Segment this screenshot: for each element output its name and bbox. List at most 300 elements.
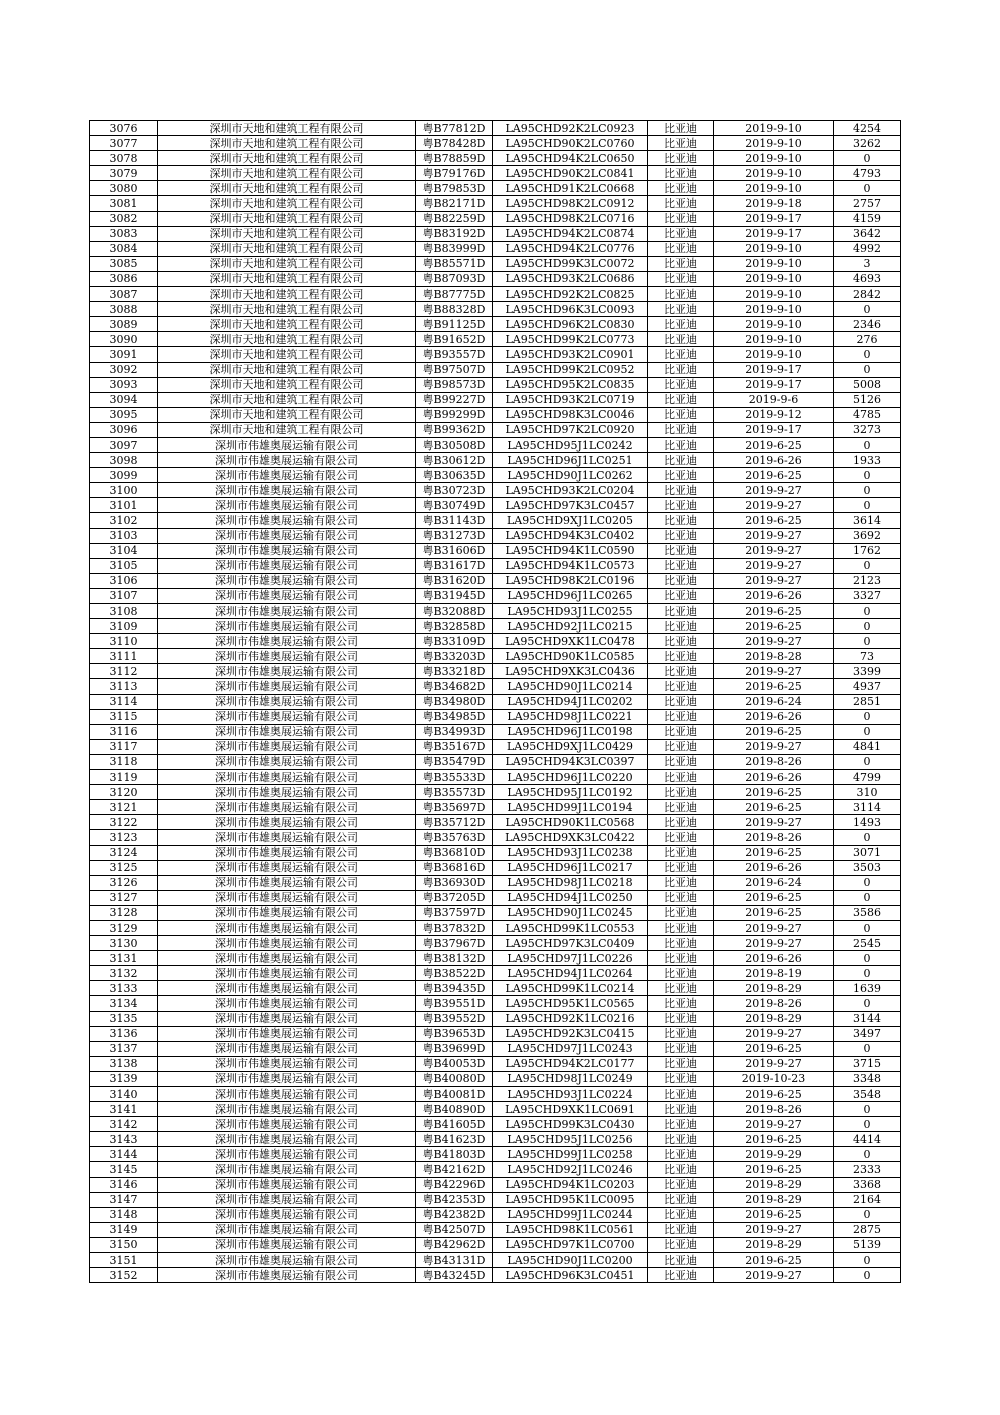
value-cell: 0 — [834, 468, 901, 483]
table-row — [90, 211, 901, 226]
date-cell: 2019-8-28 — [714, 649, 834, 664]
table-row — [90, 981, 901, 996]
date-cell: 2019-6-25 — [714, 619, 834, 634]
row-number-cell: 3130 — [90, 936, 158, 951]
plate-cell: 粤B93557D — [416, 347, 493, 362]
value-cell: 2875 — [834, 1222, 901, 1237]
vin-cell: LA95CHD9XK3LC0436 — [493, 664, 648, 679]
company-cell: 深圳市伟雄奥展运输有限公司 — [158, 664, 416, 679]
row-number-cell: 3116 — [90, 724, 158, 739]
date-cell: 2019-8-26 — [714, 754, 834, 769]
table-row — [90, 422, 901, 437]
plate-cell: 粤B37205D — [416, 890, 493, 905]
plate-cell: 粤B41803D — [416, 1147, 493, 1162]
date-cell: 2019-9-18 — [714, 196, 834, 211]
brand-cell: 比亚迪 — [648, 845, 714, 860]
brand-cell: 比亚迪 — [648, 407, 714, 422]
vin-cell: LA95CHD96K2LC0830 — [493, 317, 648, 332]
date-cell: 2019-9-27 — [714, 664, 834, 679]
plate-cell: 粤B40053D — [416, 1056, 493, 1071]
plate-cell: 粤B38522D — [416, 966, 493, 981]
value-cell: 3 — [834, 256, 901, 271]
value-cell: 0 — [834, 498, 901, 513]
row-number-cell: 3104 — [90, 543, 158, 558]
plate-cell: 粤B37832D — [416, 920, 493, 935]
table-row — [90, 302, 901, 317]
company-cell: 深圳市天地和建筑工程有限公司 — [158, 407, 416, 422]
plate-cell: 粤B98573D — [416, 377, 493, 392]
company-cell: 深圳市伟雄奥展运输有限公司 — [158, 1132, 416, 1147]
table-row — [90, 860, 901, 875]
vin-cell: LA95CHD93K2LC0901 — [493, 347, 648, 362]
plate-cell: 粤B35573D — [416, 785, 493, 800]
table-row — [90, 437, 901, 452]
date-cell: 2019-6-25 — [714, 1041, 834, 1056]
vin-cell: LA95CHD99K1LC0553 — [493, 920, 648, 935]
vin-cell: LA95CHD96J1LC0265 — [493, 588, 648, 603]
row-number-cell: 3085 — [90, 256, 158, 271]
vin-cell: LA95CHD99J1LC0194 — [493, 800, 648, 815]
row-number-cell: 3080 — [90, 181, 158, 196]
value-cell: 3642 — [834, 226, 901, 241]
value-cell: 3327 — [834, 588, 901, 603]
date-cell: 2019-9-27 — [714, 528, 834, 543]
date-cell: 2019-9-27 — [714, 483, 834, 498]
value-cell: 0 — [834, 754, 901, 769]
table-row — [90, 770, 901, 785]
vin-cell: LA95CHD96J1LC0217 — [493, 860, 648, 875]
value-cell: 0 — [834, 302, 901, 317]
vin-cell: LA95CHD95J1LC0192 — [493, 785, 648, 800]
value-cell: 3715 — [834, 1056, 901, 1071]
brand-cell: 比亚迪 — [648, 724, 714, 739]
brand-cell: 比亚迪 — [648, 604, 714, 619]
plate-cell: 粤B39552D — [416, 1011, 493, 1026]
vin-cell: LA95CHD93J1LC0255 — [493, 604, 648, 619]
company-cell: 深圳市伟雄奥展运输有限公司 — [158, 437, 416, 452]
plate-cell: 粤B39653D — [416, 1026, 493, 1041]
value-cell: 0 — [834, 483, 901, 498]
plate-cell: 粤B39435D — [416, 981, 493, 996]
plate-cell: 粤B82171D — [416, 196, 493, 211]
table-row — [90, 1147, 901, 1162]
date-cell: 2019-9-6 — [714, 392, 834, 407]
brand-cell: 比亚迪 — [648, 1102, 714, 1117]
plate-cell: 粤B39551D — [416, 996, 493, 1011]
table-row — [90, 528, 901, 543]
date-cell: 2019-9-27 — [714, 634, 834, 649]
company-cell: 深圳市伟雄奥展运输有限公司 — [158, 1237, 416, 1252]
brand-cell: 比亚迪 — [648, 181, 714, 196]
table-row — [90, 679, 901, 694]
value-cell: 1493 — [834, 815, 901, 830]
vin-cell: LA95CHD94K1LC0573 — [493, 558, 648, 573]
value-cell: 3273 — [834, 422, 901, 437]
brand-cell: 比亚迪 — [648, 151, 714, 166]
company-cell: 深圳市伟雄奥展运输有限公司 — [158, 1056, 416, 1071]
row-number-cell: 3148 — [90, 1207, 158, 1222]
brand-cell: 比亚迪 — [648, 1237, 714, 1252]
plate-cell: 粤B38132D — [416, 951, 493, 966]
brand-cell: 比亚迪 — [648, 619, 714, 634]
company-cell: 深圳市伟雄奥展运输有限公司 — [158, 860, 416, 875]
brand-cell: 比亚迪 — [648, 392, 714, 407]
brand-cell: 比亚迪 — [648, 875, 714, 890]
vin-cell: LA95CHD98J1LC0221 — [493, 709, 648, 724]
plate-cell: 粤B78859D — [416, 151, 493, 166]
vin-cell: LA95CHD97J1LC0243 — [493, 1041, 648, 1056]
vin-cell: LA95CHD94K1LC0203 — [493, 1177, 648, 1192]
date-cell: 2019-9-10 — [714, 181, 834, 196]
brand-cell: 比亚迪 — [648, 483, 714, 498]
company-cell: 深圳市伟雄奥展运输有限公司 — [158, 498, 416, 513]
brand-cell: 比亚迪 — [648, 558, 714, 573]
brand-cell: 比亚迪 — [648, 302, 714, 317]
brand-cell: 比亚迪 — [648, 377, 714, 392]
row-number-cell: 3091 — [90, 347, 158, 362]
table-row — [90, 166, 901, 181]
plate-cell: 粤B99227D — [416, 392, 493, 407]
date-cell: 2019-6-26 — [714, 770, 834, 785]
date-cell: 2019-9-12 — [714, 407, 834, 422]
vin-cell: LA95CHD96J1LC0251 — [493, 453, 648, 468]
row-number-cell: 3101 — [90, 498, 158, 513]
date-cell: 2019-9-10 — [714, 151, 834, 166]
vin-cell: LA95CHD99J1LC0244 — [493, 1207, 648, 1222]
date-cell: 2019-6-25 — [714, 468, 834, 483]
company-cell: 深圳市天地和建筑工程有限公司 — [158, 422, 416, 437]
row-number-cell: 3145 — [90, 1162, 158, 1177]
brand-cell: 比亚迪 — [648, 996, 714, 1011]
row-number-cell: 3139 — [90, 1071, 158, 1086]
date-cell: 2019-6-26 — [714, 709, 834, 724]
company-cell: 深圳市伟雄奥展运输有限公司 — [158, 588, 416, 603]
plate-cell: 粤B42507D — [416, 1222, 493, 1237]
company-cell: 深圳市天地和建筑工程有限公司 — [158, 392, 416, 407]
company-cell: 深圳市伟雄奥展运输有限公司 — [158, 528, 416, 543]
value-cell: 2346 — [834, 317, 901, 332]
row-number-cell: 3093 — [90, 377, 158, 392]
brand-cell: 比亚迪 — [648, 1087, 714, 1102]
row-number-cell: 3077 — [90, 136, 158, 151]
table-row — [90, 815, 901, 830]
brand-cell: 比亚迪 — [648, 1026, 714, 1041]
plate-cell: 粤B30635D — [416, 468, 493, 483]
plate-cell: 粤B42382D — [416, 1207, 493, 1222]
row-number-cell: 3121 — [90, 800, 158, 815]
value-cell: 3071 — [834, 845, 901, 860]
row-number-cell: 3149 — [90, 1222, 158, 1237]
table-row — [90, 1192, 901, 1207]
date-cell: 2019-9-10 — [714, 317, 834, 332]
vin-cell: LA95CHD93J1LC0238 — [493, 845, 648, 860]
row-number-cell: 3106 — [90, 573, 158, 588]
table-row — [90, 498, 901, 513]
plate-cell: 粤B40890D — [416, 1102, 493, 1117]
company-cell: 深圳市伟雄奥展运输有限公司 — [158, 513, 416, 528]
row-number-cell: 3112 — [90, 664, 158, 679]
vin-cell: LA95CHD94J1LC0250 — [493, 890, 648, 905]
vin-cell: LA95CHD93K2LC0204 — [493, 483, 648, 498]
row-number-cell: 3079 — [90, 166, 158, 181]
plate-cell: 粤B31143D — [416, 513, 493, 528]
table-row — [90, 256, 901, 271]
table-row — [90, 604, 901, 619]
date-cell: 2019-9-27 — [714, 1117, 834, 1132]
date-cell: 2019-9-27 — [714, 1056, 834, 1071]
value-cell: 3497 — [834, 1026, 901, 1041]
vin-cell: LA95CHD96J1LC0220 — [493, 770, 648, 785]
value-cell: 2851 — [834, 694, 901, 709]
company-cell: 深圳市天地和建筑工程有限公司 — [158, 226, 416, 241]
plate-cell: 粤B78428D — [416, 136, 493, 151]
table-row — [90, 181, 901, 196]
value-cell: 0 — [834, 619, 901, 634]
plate-cell: 粤B31617D — [416, 558, 493, 573]
table-row — [90, 241, 901, 256]
date-cell: 2019-9-27 — [714, 543, 834, 558]
company-cell: 深圳市伟雄奥展运输有限公司 — [158, 1253, 416, 1268]
vin-cell: LA95CHD90K2LC0760 — [493, 136, 648, 151]
table-row — [90, 347, 901, 362]
plate-cell: 粤B42296D — [416, 1177, 493, 1192]
date-cell: 2019-9-27 — [714, 936, 834, 951]
value-cell: 1762 — [834, 543, 901, 558]
value-cell: 4254 — [834, 121, 901, 136]
brand-cell: 比亚迪 — [648, 634, 714, 649]
vin-cell: LA95CHD95K1LC0565 — [493, 996, 648, 1011]
date-cell: 2019-6-25 — [714, 679, 834, 694]
vin-cell: LA95CHD98K3LC0046 — [493, 407, 648, 422]
value-cell: 0 — [834, 1117, 901, 1132]
company-cell: 深圳市伟雄奥展运输有限公司 — [158, 1268, 416, 1283]
date-cell: 2019-6-26 — [714, 588, 834, 603]
company-cell: 深圳市天地和建筑工程有限公司 — [158, 181, 416, 196]
date-cell: 2019-9-17 — [714, 377, 834, 392]
company-cell: 深圳市伟雄奥展运输有限公司 — [158, 1222, 416, 1237]
brand-cell: 比亚迪 — [648, 785, 714, 800]
date-cell: 2019-9-27 — [714, 1026, 834, 1041]
vin-cell: LA95CHD92K2LC0825 — [493, 287, 648, 302]
plate-cell: 粤B82259D — [416, 211, 493, 226]
plate-cell: 粤B39699D — [416, 1041, 493, 1056]
brand-cell: 比亚迪 — [648, 1177, 714, 1192]
plate-cell: 粤B34985D — [416, 709, 493, 724]
row-number-cell: 3103 — [90, 528, 158, 543]
plate-cell: 粤B30508D — [416, 437, 493, 452]
value-cell: 4992 — [834, 241, 901, 256]
value-cell: 0 — [834, 951, 901, 966]
vin-cell: LA95CHD92K3LC0415 — [493, 1026, 648, 1041]
row-number-cell: 3096 — [90, 422, 158, 437]
plate-cell: 粤B41623D — [416, 1132, 493, 1147]
company-cell: 深圳市伟雄奥展运输有限公司 — [158, 709, 416, 724]
row-number-cell: 3099 — [90, 468, 158, 483]
plate-cell: 粤B79853D — [416, 181, 493, 196]
table-row — [90, 1071, 901, 1086]
row-number-cell: 3127 — [90, 890, 158, 905]
date-cell: 2019-9-27 — [714, 573, 834, 588]
brand-cell: 比亚迪 — [648, 679, 714, 694]
date-cell: 2019-8-29 — [714, 1237, 834, 1252]
value-cell: 0 — [834, 1268, 901, 1283]
brand-cell: 比亚迪 — [648, 1207, 714, 1222]
value-cell: 0 — [834, 604, 901, 619]
row-number-cell: 3100 — [90, 483, 158, 498]
plate-cell: 粤B41605D — [416, 1117, 493, 1132]
value-cell: 3262 — [834, 136, 901, 151]
plate-cell: 粤B37967D — [416, 936, 493, 951]
plate-cell: 粤B31620D — [416, 573, 493, 588]
company-cell: 深圳市伟雄奥展运输有限公司 — [158, 951, 416, 966]
vin-cell: LA95CHD93J1LC0224 — [493, 1087, 648, 1102]
value-cell: 0 — [834, 1102, 901, 1117]
company-cell: 深圳市伟雄奥展运输有限公司 — [158, 1162, 416, 1177]
date-cell: 2019-6-25 — [714, 724, 834, 739]
value-cell: 4799 — [834, 770, 901, 785]
value-cell: 276 — [834, 332, 901, 347]
date-cell: 2019-6-24 — [714, 694, 834, 709]
brand-cell: 比亚迪 — [648, 588, 714, 603]
table-row — [90, 1237, 901, 1252]
table-row — [90, 226, 901, 241]
vin-cell: LA95CHD94J1LC0264 — [493, 966, 648, 981]
plate-cell: 粤B31606D — [416, 543, 493, 558]
table-row — [90, 1207, 901, 1222]
value-cell: 4937 — [834, 679, 901, 694]
vin-cell: LA95CHD90J1LC0200 — [493, 1253, 648, 1268]
company-cell: 深圳市伟雄奥展运输有限公司 — [158, 800, 416, 815]
row-number-cell: 3115 — [90, 709, 158, 724]
value-cell: 2123 — [834, 573, 901, 588]
value-cell: 1639 — [834, 981, 901, 996]
date-cell: 2019-6-25 — [714, 800, 834, 815]
row-number-cell: 3150 — [90, 1237, 158, 1252]
row-number-cell: 3087 — [90, 287, 158, 302]
plate-cell: 粤B40081D — [416, 1087, 493, 1102]
value-cell: 0 — [834, 347, 901, 362]
plate-cell: 粤B99299D — [416, 407, 493, 422]
table-row — [90, 483, 901, 498]
row-number-cell: 3151 — [90, 1253, 158, 1268]
table-row — [90, 951, 901, 966]
value-cell: 0 — [834, 151, 901, 166]
date-cell: 2019-6-25 — [714, 890, 834, 905]
value-cell: 0 — [834, 362, 901, 377]
company-cell: 深圳市天地和建筑工程有限公司 — [158, 347, 416, 362]
plate-cell: 粤B34993D — [416, 724, 493, 739]
plate-cell: 粤B43245D — [416, 1268, 493, 1283]
table-row — [90, 468, 901, 483]
value-cell: 0 — [834, 966, 901, 981]
table-row — [90, 754, 901, 769]
vin-cell: LA95CHD92K1LC0216 — [493, 1011, 648, 1026]
table-row — [90, 377, 901, 392]
company-cell: 深圳市天地和建筑工程有限公司 — [158, 211, 416, 226]
date-cell: 2019-9-10 — [714, 256, 834, 271]
vin-cell: LA95CHD98J1LC0218 — [493, 875, 648, 890]
brand-cell: 比亚迪 — [648, 513, 714, 528]
company-cell: 深圳市伟雄奥展运输有限公司 — [158, 724, 416, 739]
value-cell: 2164 — [834, 1192, 901, 1207]
company-cell: 深圳市伟雄奥展运输有限公司 — [158, 996, 416, 1011]
company-cell: 深圳市天地和建筑工程有限公司 — [158, 166, 416, 181]
row-number-cell: 3090 — [90, 332, 158, 347]
value-cell: 3503 — [834, 860, 901, 875]
date-cell: 2019-8-26 — [714, 1102, 834, 1117]
brand-cell: 比亚迪 — [648, 287, 714, 302]
row-number-cell: 3078 — [90, 151, 158, 166]
date-cell: 2019-9-29 — [714, 1147, 834, 1162]
brand-cell: 比亚迪 — [648, 770, 714, 785]
plate-cell: 粤B43131D — [416, 1253, 493, 1268]
brand-cell: 比亚迪 — [648, 196, 714, 211]
vin-cell: LA95CHD94K2LC0177 — [493, 1056, 648, 1071]
value-cell: 0 — [834, 920, 901, 935]
company-cell: 深圳市天地和建筑工程有限公司 — [158, 136, 416, 151]
company-cell: 深圳市天地和建筑工程有限公司 — [158, 271, 416, 286]
date-cell: 2019-9-27 — [714, 1268, 834, 1283]
value-cell: 0 — [834, 890, 901, 905]
brand-cell: 比亚迪 — [648, 905, 714, 920]
company-cell: 深圳市伟雄奥展运输有限公司 — [158, 543, 416, 558]
date-cell: 2019-6-25 — [714, 905, 834, 920]
brand-cell: 比亚迪 — [648, 1071, 714, 1086]
row-number-cell: 3118 — [90, 754, 158, 769]
brand-cell: 比亚迪 — [648, 860, 714, 875]
table-row — [90, 936, 901, 951]
vin-cell: LA95CHD98J1LC0249 — [493, 1071, 648, 1086]
date-cell: 2019-9-10 — [714, 241, 834, 256]
table-row — [90, 800, 901, 815]
brand-cell: 比亚迪 — [648, 739, 714, 754]
table-row — [90, 1222, 901, 1237]
plate-cell: 粤B35697D — [416, 800, 493, 815]
brand-cell: 比亚迪 — [648, 362, 714, 377]
brand-cell: 比亚迪 — [648, 664, 714, 679]
vin-cell: LA95CHD94K2LC0776 — [493, 241, 648, 256]
date-cell: 2019-6-25 — [714, 604, 834, 619]
plate-cell: 粤B32088D — [416, 604, 493, 619]
plate-cell: 粤B42353D — [416, 1192, 493, 1207]
company-cell: 深圳市伟雄奥展运输有限公司 — [158, 1147, 416, 1162]
table-row — [90, 1132, 901, 1147]
vin-cell: LA95CHD97J1LC0226 — [493, 951, 648, 966]
brand-cell: 比亚迪 — [648, 800, 714, 815]
plate-cell: 粤B91125D — [416, 317, 493, 332]
value-cell: 3692 — [834, 528, 901, 543]
table-row — [90, 830, 901, 845]
row-number-cell: 3124 — [90, 845, 158, 860]
company-cell: 深圳市天地和建筑工程有限公司 — [158, 256, 416, 271]
table-row — [90, 739, 901, 754]
table-row — [90, 1162, 901, 1177]
vin-cell: LA95CHD99K1LC0214 — [493, 981, 648, 996]
vin-cell: LA95CHD90K1LC0568 — [493, 815, 648, 830]
vin-cell: LA95CHD99K2LC0952 — [493, 362, 648, 377]
brand-cell: 比亚迪 — [648, 121, 714, 136]
row-number-cell: 3136 — [90, 1026, 158, 1041]
brand-cell: 比亚迪 — [648, 1268, 714, 1283]
value-cell: 3586 — [834, 905, 901, 920]
vin-cell: LA95CHD9XJ1LC0429 — [493, 739, 648, 754]
row-number-cell: 3140 — [90, 1087, 158, 1102]
table-row — [90, 634, 901, 649]
vin-cell: LA95CHD9XK1LC0691 — [493, 1102, 648, 1117]
brand-cell: 比亚迪 — [648, 241, 714, 256]
brand-cell: 比亚迪 — [648, 1222, 714, 1237]
date-cell: 2019-6-25 — [714, 1207, 834, 1222]
